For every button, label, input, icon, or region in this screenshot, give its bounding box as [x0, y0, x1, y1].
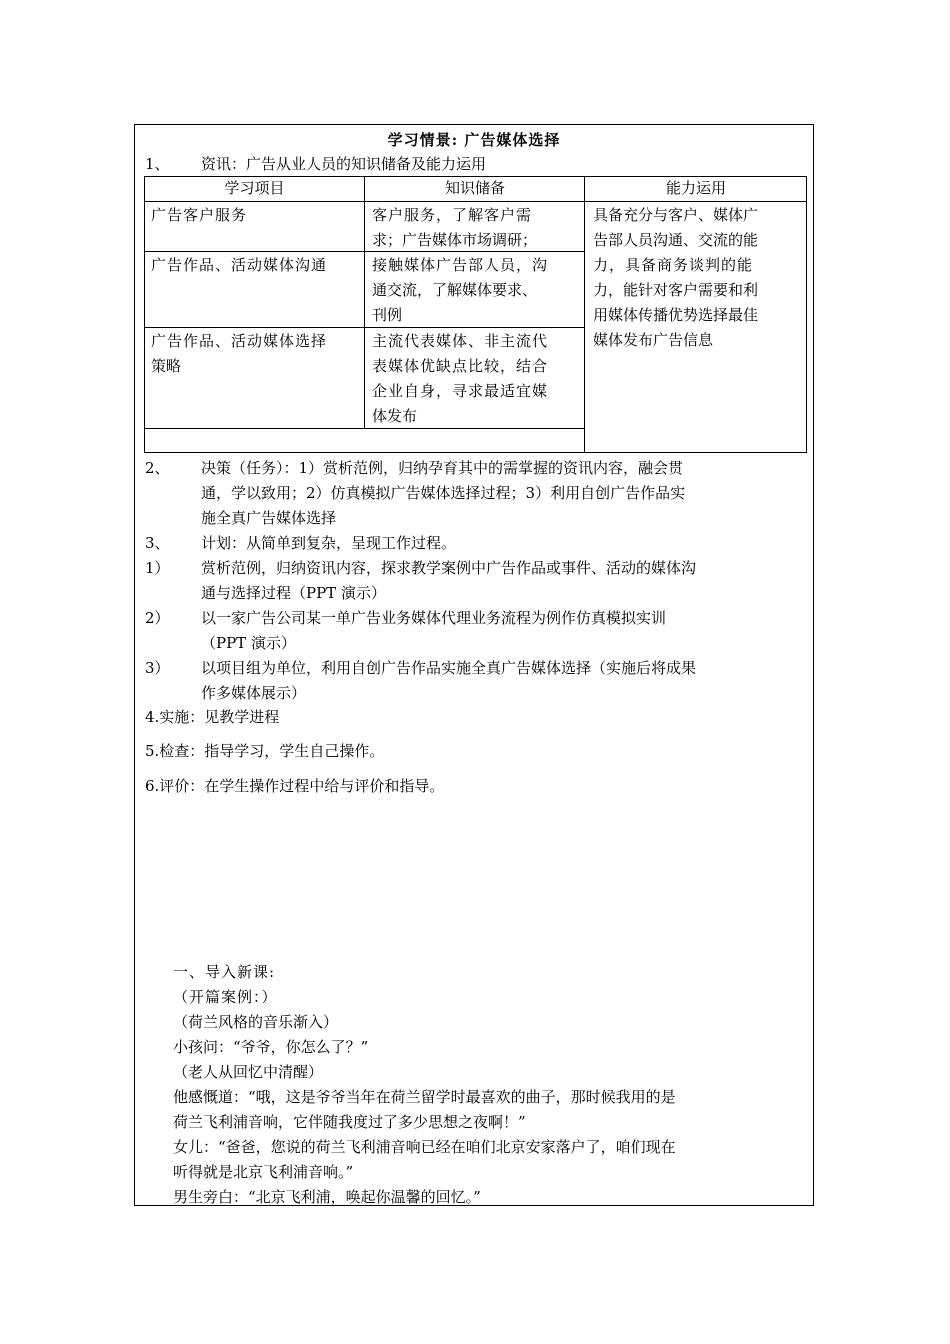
- intro-line: 女儿：“爸爸，您说的荷兰飞利浦音响已经在咱们北京安家落户了，咱们现在: [173, 1138, 676, 1156]
- header-knowledge: 知识储备: [444, 179, 505, 197]
- plan3-line1: 以项目组为单位，利用自创广告作品实施全真广告媒体选择（实施后将成果: [201, 659, 697, 677]
- row3-knowledge-line4: 体发布: [372, 407, 418, 425]
- header-learning-item: 学习项目: [224, 179, 285, 197]
- intro-line: 他感慨道：“哦，这是爷爷当年在荷兰留学时最喜欢的曲子，那时候我用的是: [173, 1088, 676, 1106]
- header-ability: 能力运用: [665, 179, 726, 197]
- row3-knowledge-line3: 企业自身，寻求最适宜媒: [372, 382, 549, 400]
- knowledge-table: [144, 176, 807, 453]
- page-title: 学习情景: 广告媒体选择: [387, 131, 561, 149]
- plan2-number: 2）: [145, 609, 170, 627]
- row2-rule: [144, 327, 585, 328]
- row3-knowledge-line2: 表媒体优缺点比较，结合: [372, 357, 549, 375]
- section2-line3: 施全真广告媒体选择: [201, 509, 337, 527]
- row3-item-line1: 广告作品、活动媒体选择: [151, 332, 328, 350]
- plan3-line2: 作多媒体展示）: [201, 684, 307, 702]
- intro-line: （荷兰风格的音乐渐入）: [173, 1013, 339, 1031]
- plan2-line2: （PPT 演示）: [201, 634, 296, 652]
- section3-text: 计划：从简单到复杂，呈现工作过程。: [201, 534, 457, 552]
- intro-line: 听得就是北京飞利浦音响。”: [173, 1163, 354, 1181]
- row3-rule: [144, 428, 585, 429]
- intro-heading: 一、导入新课:: [173, 963, 276, 981]
- ability-line5: 用媒体传播优势选择最佳: [593, 306, 759, 324]
- section5-text: 5.检查：指导学习，学生自己操作。: [145, 742, 385, 760]
- section6-text: 6.评价：在学生操作过程中给与评价和指导。: [145, 777, 445, 795]
- plan3-number: 3）: [145, 659, 170, 677]
- row2-knowledge-line2: 通交流，了解媒体要求、: [372, 281, 538, 299]
- plan1-line1: 赏析范例，归纳资讯内容，探求教学案例中广告作品或事件、活动的媒体沟: [201, 559, 697, 577]
- intro-line: （开篇案例：）: [173, 988, 278, 1006]
- ability-line4: 力，能针对客户需要和利: [593, 281, 759, 299]
- ability-line6: 媒体发布广告信息: [593, 331, 714, 349]
- row2-item: 广告作品、活动媒体沟通: [151, 256, 328, 274]
- row1-item: 广告客户服务: [151, 206, 248, 224]
- col-divider: [364, 176, 365, 428]
- intro-line: （老人从回忆中清醒）: [173, 1063, 324, 1081]
- row3-knowledge-line1: 主流代表媒体、非主流代: [372, 332, 549, 350]
- ability-line3: 力，具备商务谈判的能: [593, 256, 754, 274]
- row1-knowledge-line2: 求；广告媒体市场调研；: [372, 231, 538, 249]
- section1-number: 1、: [145, 155, 170, 173]
- row1-knowledge-line1: 客户服务，了解客户需: [372, 206, 533, 224]
- header-rule: [144, 201, 807, 202]
- ability-line2: 告部人员沟通、交流的能: [593, 231, 759, 249]
- section4-text: 4.实施：见教学进程: [145, 708, 280, 726]
- plan1-number: 1）: [145, 559, 170, 577]
- section2-line2: 通，学以致用；2）仿真模拟广告媒体选择过程；3）利用自创广告作品实: [201, 484, 686, 502]
- section1-text: 资讯：广告从业人员的知识储备及能力运用: [201, 155, 487, 173]
- document-frame: [134, 124, 814, 1206]
- ability-line1: 具备充分与客户、媒体广: [593, 206, 759, 224]
- intro-line: 小孩问：“爷爷，你怎么了？”: [173, 1038, 369, 1056]
- row2-knowledge-line3: 刊例: [372, 306, 403, 324]
- plan2-line1: 以一家广告公司某一单广告业务媒体代理业务流程为例作仿真模拟实训: [201, 609, 667, 627]
- section2-number: 2、: [145, 459, 170, 477]
- row3-item-line2: 策略: [151, 357, 182, 375]
- section2-line1: 决策（任务）：1）赏析范例，归纳孕育其中的需掌握的资讯内容，融会贯: [201, 459, 684, 477]
- intro-line: 荷兰飞利浦音响，它伴随我度过了多少思想之夜啊！”: [173, 1113, 526, 1131]
- section3-number: 3、: [145, 534, 170, 552]
- row2-knowledge-line1: 接触媒体广告部人员，沟: [372, 256, 549, 274]
- intro-line: 男生旁白：“北京飞利浦，唤起你温馨的回忆。”: [173, 1188, 481, 1206]
- plan1-line2: 通与选择过程（PPT 演示）: [201, 584, 386, 602]
